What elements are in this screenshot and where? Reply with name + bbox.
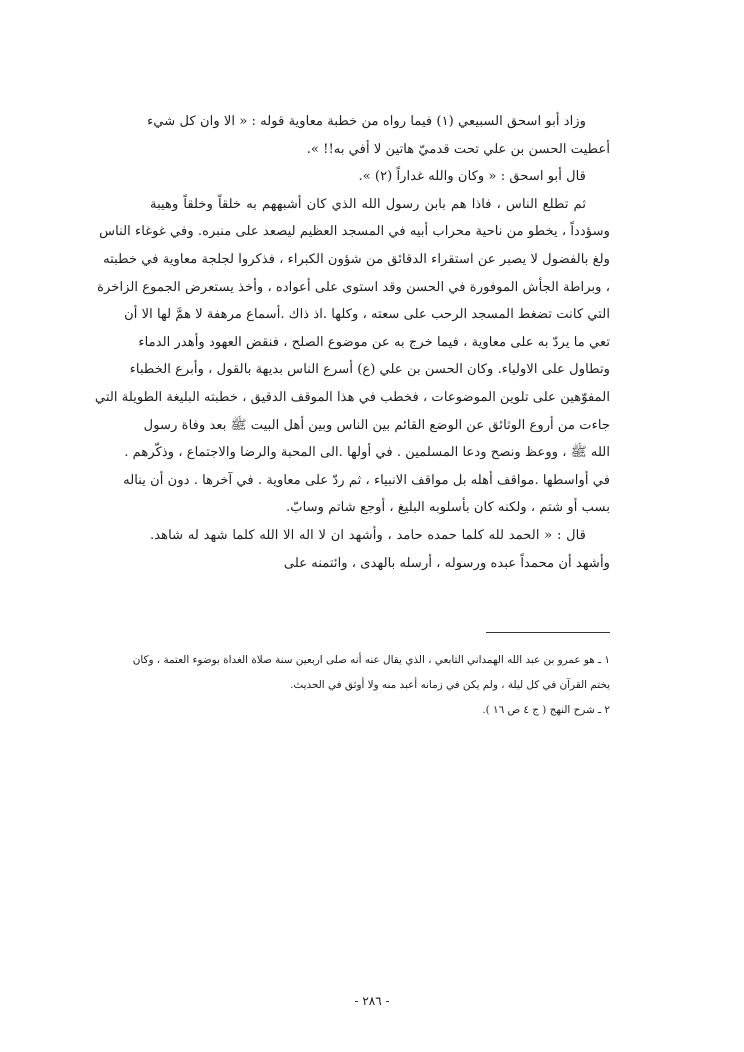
footnote-1-line: يختم القرآن في كل ليلة ، ولم يكن في زمانه أعبد منه ولا أوثق في الحديث. [290,679,610,691]
text-line: أعطيت الحسن بن علي تحت قدميّ هاتين لا أفي به!! ». [306,141,610,157]
text-line: قال أبو اسحق : « وكان والله غداراً (٢) ». [358,169,586,185]
footnote-1-line: ١ ـ هو عمرو بن عبد الله الهمداني التابعي ، الذي يقال عنه أنه صلى اربعين سنة صلاة الغداة بوضوء العتمة ، وكان [132,654,610,666]
text-line: في أواسطها .مواقف أهله بل مواقف الانبياء ، ثم ردّ على معاوية . في آخرها . دون أن يناله [123,472,610,488]
text-line: جاءت من أروع الوثائق عن الوضع القائم بين الناس وبين أهل البيت ﷺ بعد وفاة رسول [143,417,610,433]
text-line: قال : « الحمد لله كلما حمده حامد ، وأشهد ان لا اله الا الله كلما شهد له شاهد. [150,527,586,543]
text-line: ثم تطلع الناس ، فاذا هم بابن رسول الله الذي كان أشبههم به خلقاً وخلقاً وهيبة [150,196,586,212]
text-line: وتطاول على الاولياء. وكان الحسن بن علي (ع) أسرع الناس بديهة بالقول ، وأبرع الخطباء [129,362,610,378]
text-line: تعي ما يردّ به على معاوية ، فيما خرج به عن موضوع الصلح ، فنقض العهود وأهدر الدماء [138,334,610,350]
text-line: وزاد أبو اسحق السبيعي (١) فيما رواه من خطبة معاوية قوله : « الا وان كل شيء [147,114,586,129]
text-line: الله ﷺ ، ووعظ ونصح ودعا المسلمين . في أولها .الى المحبة والرضا والاجتماع ، وذكّرهم . [124,445,610,461]
text-line: المفوّهين على تلوين الموضوعات ، فخطب في هذا الموقف الدقيق ، خطبته البليغة الطويلة التي [94,389,610,405]
text-line: وأشهد أن محمداً عبده ورسوله ، أرسله بالهدى ، وائتمنه على [283,555,610,571]
footnotes [132,648,610,723]
footnote-2: ٢ ـ شرح النهج ( ج ٤ ص ١٦ ). [482,704,610,716]
text-line: بسب أو شتم ، ولكنه كان بأسلوبه البليغ ، أوجع شاتم وسابّ. [286,500,610,516]
footnote-divider [486,632,610,633]
main-text [94,108,610,577]
text-line: التي كانت تضغط المسجد الرحب على سعته ، وكلها .اذ ذاك .أسماع مرهفة لا همَّ لها الا أن [124,307,610,323]
text-line: ، وبراطة الجأش الموفورة في الحسن وقد استوى على أعواده ، وأخذ يستعرض الجموع الزاخرة [97,279,610,295]
page-number: - ٢٨٦ - [354,994,390,1008]
text-line: ولغ بالفضول لا يصبر عن استقراء الدقائق من شؤون الكبراء ، فذكروا لجلجة معاوية في خطبته [103,251,610,267]
text-line: وسؤدداً ، يخطو من ناحية محراب أبيه في المسجد العظيم ليصعد على منبره. وفي غوغاء الناس [99,224,610,240]
